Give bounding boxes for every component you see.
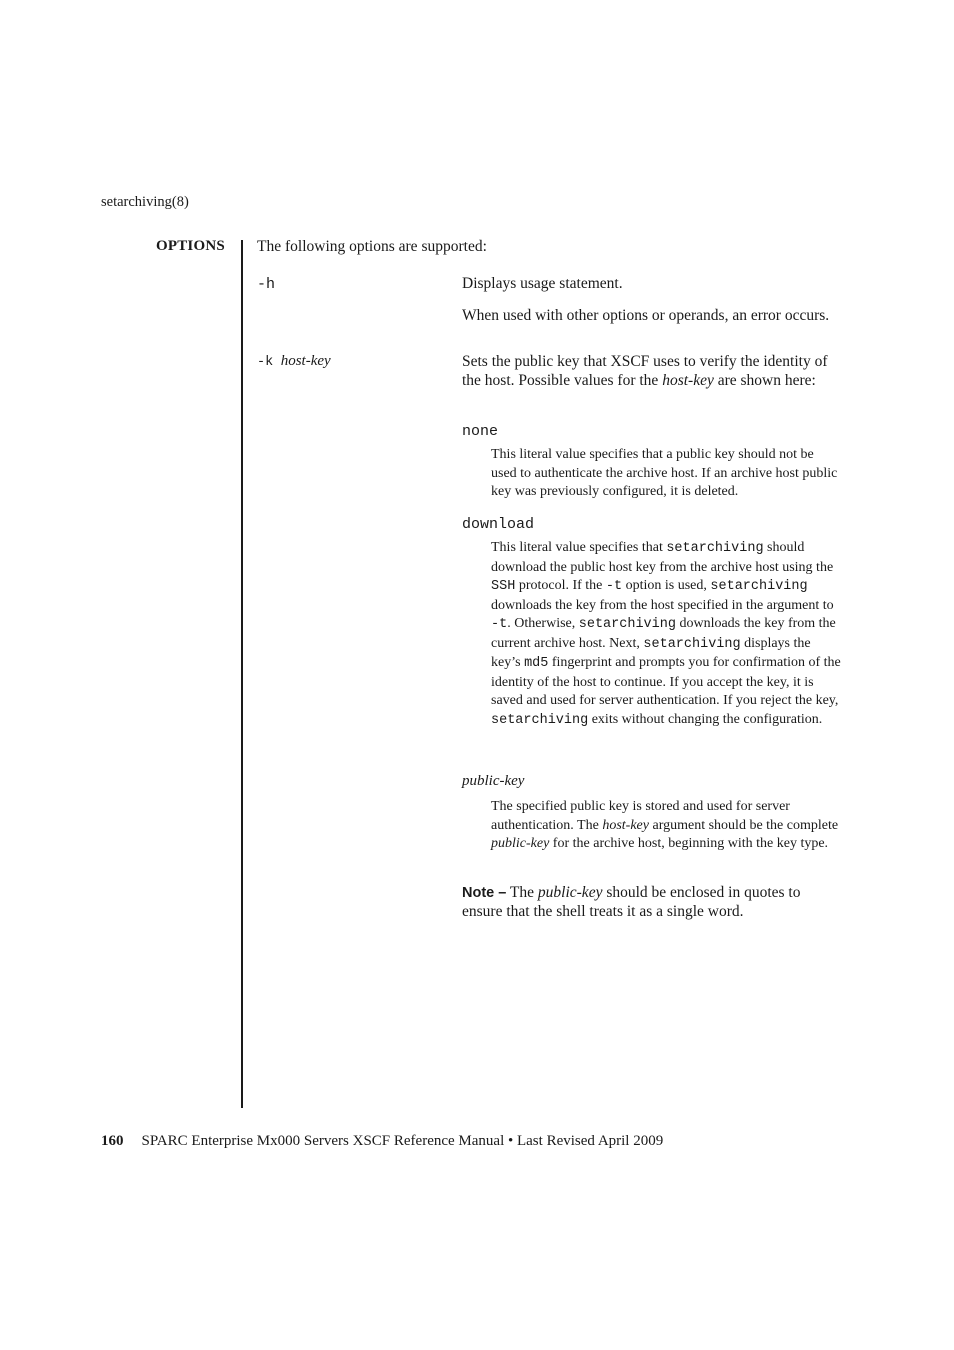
running-header: setarchiving(8) <box>101 194 189 210</box>
value-none-description: This literal value specifies that a public key should not be used to authenticate the archive host. If an archive host public key was previously configured, it is deleted. <box>491 447 838 499</box>
section-heading: OPTIONS <box>156 238 225 254</box>
option-k-term <box>257 353 331 370</box>
note: Note – The public-key should be enclosed in quotes to ensure that the shell treats it as a single word. <box>462 884 801 920</box>
page-footer <box>101 1133 663 1150</box>
option-h-error-note: When used with other options or operands, an error occurs. <box>462 307 830 324</box>
page-number: 160 <box>101 1133 124 1149</box>
value-public-key-description: The specified public key is stored and used for server authentication. The host-key argument should be the complete public-key for the archive host, beginning with the key type. <box>491 799 839 851</box>
value-none-label: none <box>462 423 499 440</box>
option-h-flag: -h <box>257 276 276 293</box>
option-h-description: Displays usage statement. <box>462 275 623 292</box>
footer-text: SPARC Enterprise Mx000 Servers XSCF Reference Manual • Last Revised April 2009 <box>141 1133 664 1149</box>
option-k-flag: -k <box>257 355 274 370</box>
note-label: Note – <box>462 885 507 901</box>
value-public-key-label: public-key <box>462 773 525 789</box>
value-download-description: This literal value specifies that setarchiving should download the public host key from the archive host using the SSH protocol. If the -t option is used, setarchiving downloads the key from the host specified in the argument to -t. Otherwise, setarchiving downloads the key from the current archive host. Next, setarchiving displays the key’s md5 fingerprint and prompts you for confirmation of the identity of the host to continue. If you accept the key, it is saved and used for server authentication. If you reject the key, setarchiving exits without changing the configuration. <box>491 540 841 728</box>
value-download-label: download <box>462 516 535 533</box>
section-intro: The following options are supported: <box>257 238 487 255</box>
section-divider <box>241 240 243 1108</box>
option-k-arg: host-key <box>280 353 331 369</box>
option-k-description: Sets the public key that XSCF uses to verify the identity of the host. Possible values for the host-key are shown here: <box>462 353 828 389</box>
